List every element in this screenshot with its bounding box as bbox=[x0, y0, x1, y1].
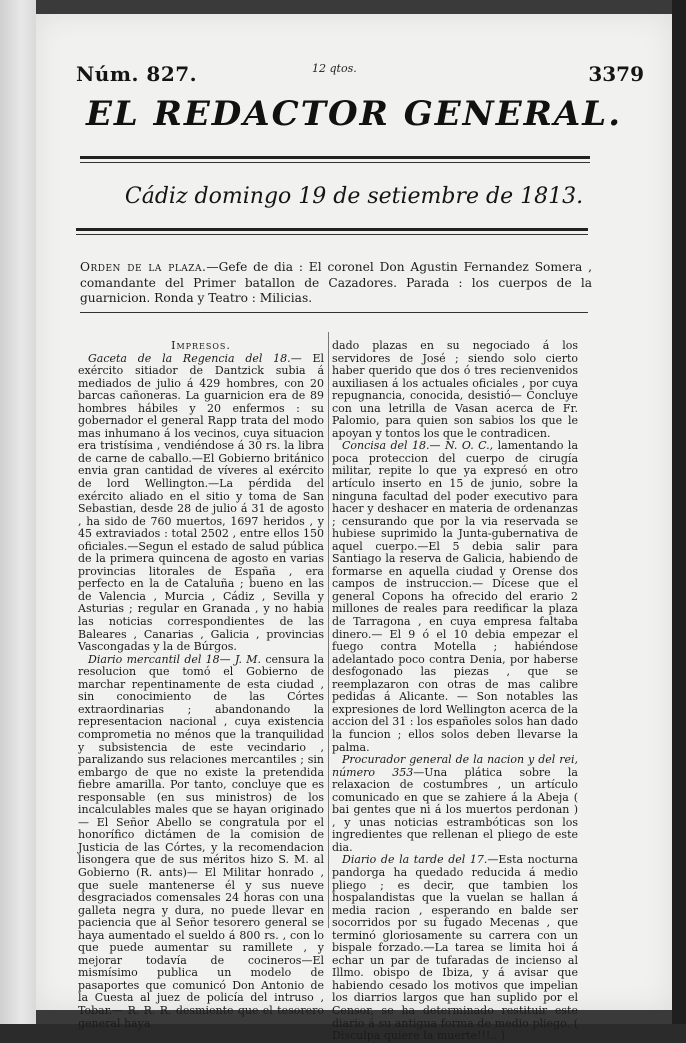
concisa-paragraph bbox=[332, 440, 578, 754]
procurador-paragraph bbox=[332, 754, 578, 854]
procurador-lead: Procurador general de la nacion y del rei, número 353 bbox=[332, 753, 578, 779]
continuation-paragraph: dado plazas en su negociado á los servidores de José ; siendo solo cierto haber querido que dos ó tres recienvenidos auxiliasen á los actuales oficiales , por cuya repugnancia, conocida, desistió— Concluye con una letrilla de Vasan acerca de Fr. Palomio, para quien son sabios los que le apoyan y tontos los que le contradicen. bbox=[332, 339, 578, 440]
masthead-rule bbox=[80, 156, 590, 163]
masthead-title: EL REDACTOR GENERAL. bbox=[85, 94, 623, 134]
column-divider bbox=[328, 332, 329, 928]
diario-mercantil-lead: Diario mercantil del 18— J. M. bbox=[88, 652, 262, 666]
issue-number: Núm. 827. bbox=[76, 62, 198, 86]
concisa-lead: Concisa del 18.— N. O. C., bbox=[342, 439, 494, 453]
section-rule bbox=[80, 312, 588, 313]
gaceta-lead: Gaceta de la Regencia del 18. bbox=[88, 351, 291, 365]
orden-lead: Orden de la plaza. bbox=[80, 260, 207, 274]
diario-mercantil-text: censura la resolucion que tomó el Gobierno de marchar repentinamente de esta ciudad , sin conocimiento de las Córtes extraordinarias ; abandonando la representacion nacional , cuya existencia comprometia no ménos que la tranquilidad y subsistencia de este vecindario , paralizando sus relaciones mercantiles ; sin embargo de que no existe la pretendida fiebre amarilla. Por tanto, concluye que es responsable (en sus ministros) de los incalculables males que se hayan originado— El Señor Abello se congratula por el honorífico dictámen de la comision de Justicia de las Córtes, y la recomendacion lisongera que de sus méritos hizo S. M. al Gobierno (R. ants)— El Militar honrado , que suele mantenerse él y sus nueve desgraciados comensales 24 horas con una galleta negra y dura, no puede llevar en paciencia que al Señor tesorero general se haya aumentado el sueldo á 800 rs. , con lo que puede aumentar su ramillete , y mejorar todavía de cocineros—El mismísimo publica un modelo de pasaportes que comunicó Don Antonio de la Cuesta al juez de policía del intruso , Tobar.— R. R. R. desmiente que el tesorero general haya bbox=[78, 652, 325, 1030]
price-note: 12 qtos. bbox=[312, 62, 357, 75]
page-number: 3379 bbox=[588, 62, 644, 86]
left-column bbox=[78, 340, 324, 1030]
scan-margin bbox=[672, 0, 686, 1024]
diario-mercantil-paragraph bbox=[78, 654, 324, 1030]
binding-edge bbox=[0, 0, 36, 1024]
gaceta-text: — El exército sitiador de Dantzick subia á mediados de julio á 429 hombres, con 20 barcas cañoneras. La guarnicion era de 89 hombres hábiles y 20 enfermos : su gobernador el general Rapp trata del modo mas inhumano á los vecinos, cuya situacion era tristísima , vendiéndose á 30 rs. la libra de carne de caballo.—El Gobierno británico envia gran cantidad de víveres al exército de lord Wellington.—La pérdida del exército aliado en el sitio y toma de San Sebastian, desde 28 de julio á 31 de agosto , ha sido de 760 muertos, 1697 heridos , y 45 extraviados : total 2502 , entre ellos 150 oficiales.—Segun el estado de salud pública de la primera quincena de agosto en varias provincias litorales de España , era perfecto en la de Cataluña ; bueno en las de Valencia , Murcia , Cádiz , Sevilla y Asturias ; regular en Granada , y no habia las noticias correspondientes de las Baleares , Canarias , Galicia , provincias Vascongadas y la de Búrgos. bbox=[78, 351, 325, 654]
right-column bbox=[332, 340, 578, 1043]
gaceta-paragraph bbox=[78, 353, 324, 654]
diario-tarde-paragraph bbox=[332, 854, 578, 1042]
diario-tarde-lead: Diario de la tarde del 17. bbox=[342, 853, 488, 867]
diario-tarde-text: —Esta nocturna pandorga ha quedado reducida á medio pliego ; es decir, que tambien los hospalandistas que la vuelan se hallan á media racion , esperando en balde ser socorridos por su fugado Mecenas , que terminó gloriosamente su carrera con un bispale forzado.—La tarea se limita hoi á echar un par de tufaradas de incienso al Illmo. obispo de Ibiza, y á avisar que habiendo cesado los motivos que impelian los diarrios largos que han suplido por el Censor, se ha determinado restituir este diario á su antigua forma de medio pliego. ( Disculpa quiere la muerte!!!.. ) bbox=[332, 853, 578, 1043]
impresos-heading: Impresos. bbox=[171, 339, 231, 352]
concisa-text: lamentando la poca proteccion del cuerpo de cirugía militar, repite lo que ya expresó en otro artículo inserto en 15 de junio, sobre la ninguna facultad del poder executivo para hacer y deshacer en materia de ordenanzas ; censurando que por la via reservada se hubiese suprimido la Junta-gubernativa de aquel cuerpo.—El 5 debia salir para Santiago la reserva de Galicia, habiendo de formarse en aquella ciudad y Orense dos campos de instruccion.— Dícese que el general Copons ha ofrecido del erario 2 millones de reales para reedificar la plaza de Tarragona , en cuya empresa faltaba dinero.— El 9 ó el 10 debia empezar el fuego contra Motella ; habiéndose adelantado poco contra Denia, por haberse desfogonado las piezas , que se reemplazaron con otras de mas calibre pedidas á Alicante. — Son notables las expresiones de lord Wellington acerca de la accion del 31 : los españoles solos han dado la funcion ; ellos solos deben llevarse la palma. bbox=[332, 439, 579, 754]
orden-text: —Gefe de dia : El coronel Don Agustin Fernandez Somera , comandante del Primer batallon de Cazadores. Parada : los cuerpos de la guarnicion. Ronda y Teatro : Milicias. bbox=[80, 260, 592, 305]
dateline-rule bbox=[76, 228, 588, 235]
dateline: Cádiz domingo 19 de setiembre de 1813. bbox=[124, 184, 584, 209]
procurador-text: —Una plática sobre la relaxacion de costumbres , un artículo comunicado en que se zahiere á la Abeja ( bai gentes que ni á los muertos perdonan ) , y unas noticias estrambóticas son los ingredientes que rellenan el pliego de este dia. bbox=[332, 765, 578, 854]
newspaper-page bbox=[36, 14, 672, 1043]
orden-de-la-plaza bbox=[80, 260, 592, 307]
